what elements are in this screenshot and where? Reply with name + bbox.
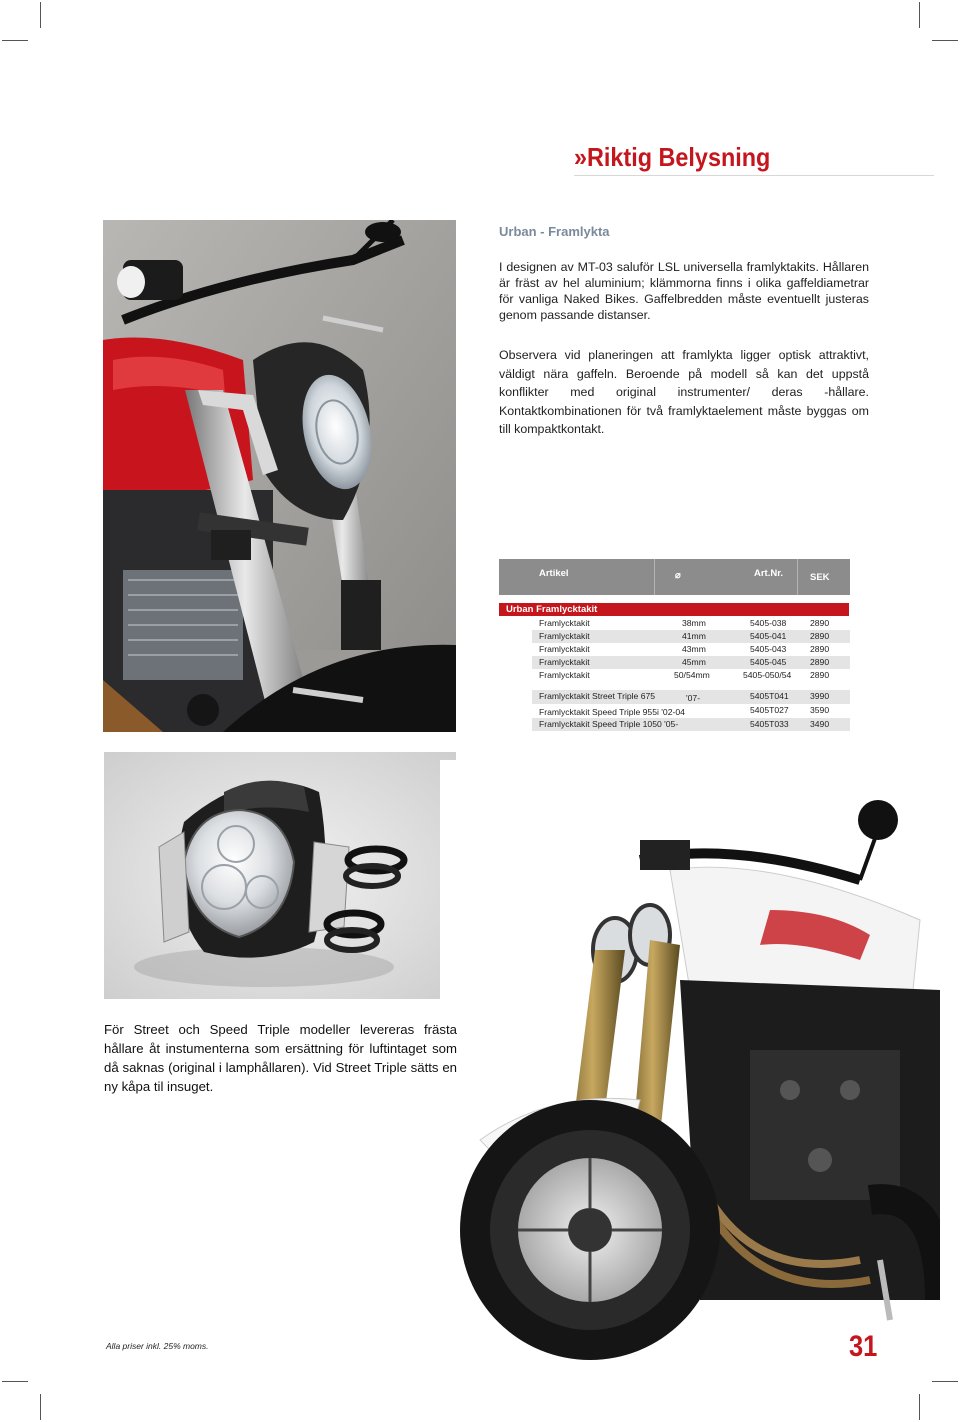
crop-mark <box>2 1381 28 1382</box>
table-section-label: Urban Framlycktakit <box>506 604 598 615</box>
price-footnote: Alla priser inkl. 25% moms. <box>106 1341 209 1351</box>
row-price: 2890 <box>810 631 830 641</box>
row-size: 43mm <box>682 644 706 654</box>
row-size: 41mm <box>682 631 706 641</box>
row-name: Framlycktakit <box>539 644 590 654</box>
row-artnr: 5405-045 <box>750 657 787 667</box>
row-size: '07- <box>686 693 701 703</box>
title-divider <box>574 175 934 176</box>
row-size: 50/54mm <box>674 670 710 680</box>
crop-mark <box>40 2 41 28</box>
section-subtitle: Urban - Framlykta <box>499 224 610 239</box>
row-artnr: 5405T027 <box>750 705 789 715</box>
headlight-kit-photo <box>104 752 456 999</box>
col-header-artikel: Artikel <box>539 568 569 579</box>
crop-mark <box>2 40 28 41</box>
row-price: 3490 <box>810 719 830 729</box>
street-triple-photo <box>440 760 940 1360</box>
table-row <box>532 617 850 630</box>
table-row <box>532 718 850 731</box>
table-section-bar <box>499 603 849 616</box>
page-number: 31 <box>849 1330 878 1363</box>
row-artnr: 5405T041 <box>750 691 789 701</box>
row-price: 2890 <box>810 618 830 628</box>
row-price: 2890 <box>810 644 830 654</box>
header-divider <box>654 559 655 595</box>
row-price: 2890 <box>810 657 830 667</box>
row-artnr: 5405-041 <box>750 631 787 641</box>
bottom-description: För Street och Speed Triple modeller levereras frästa hållare åt instumenterna som ersättning för luftintaget som då saknas (original i lamphållaren). Vid Street Triple sätts en ny kåpa til insuget. <box>104 1022 457 1094</box>
row-price: 3990 <box>810 691 830 701</box>
row-price: 3590 <box>810 705 830 715</box>
row-name: Framlycktakit Street Triple 675 <box>539 691 656 701</box>
row-price: 2890 <box>810 670 830 680</box>
row-size: 45mm <box>682 657 706 667</box>
motorcycle-headlight-photo <box>103 220 456 732</box>
table-header <box>499 559 850 595</box>
crop-mark <box>919 1394 920 1420</box>
row-name: Framlycktakit Speed Triple 1050 '05- <box>539 719 679 729</box>
row-name: Framlycktakit Speed Triple 955i '02-04 <box>539 707 685 717</box>
crop-mark <box>932 1381 958 1382</box>
description-paragraph-1: I designen av MT-03 saluför LSL universella framlyktakits. Hållaren är fräst av hel aluminium; klämmorna finns i olika gaffeldiametrar för vanliga Naked Bikes. Gaffelbredden måste eventuellt justeras genom passande distanser. <box>499 260 869 322</box>
row-name: Framlycktakit <box>539 657 590 667</box>
row-name: Framlycktakit <box>539 670 590 680</box>
crop-mark <box>40 1394 41 1420</box>
col-header-artnr: Art.Nr. <box>754 568 784 579</box>
row-artnr: 5405-038 <box>750 618 787 628</box>
description-paragraph-2: Observera vid planeringen att framlykta ligger optisk attraktivt, väldigt nära gaffeln. Beroende på modell så kan det uppstå konflikter med original instrumenter/ deras -hållare. Kontaktkombinationen för två framlyktaelement måste byggas om till kompaktkontakt. <box>499 348 869 436</box>
table-row <box>532 656 850 669</box>
col-header-diameter: ⌀ <box>675 570 681 581</box>
row-artnr: 5405-043 <box>750 644 787 654</box>
row-name: Framlycktakit <box>539 631 590 641</box>
table-row <box>532 643 850 656</box>
table-row <box>532 630 850 643</box>
crop-mark <box>919 2 920 28</box>
table-row <box>532 669 850 682</box>
page-title: »Riktig Belysning <box>574 142 771 172</box>
header-divider <box>797 559 798 595</box>
row-name: Framlycktakit <box>539 618 590 628</box>
table-row <box>532 690 850 704</box>
table-row <box>532 704 850 717</box>
row-artnr: 5405-050/54 <box>743 670 792 680</box>
row-size: 38mm <box>682 618 706 628</box>
col-header-sek: SEK <box>810 572 830 583</box>
crop-mark <box>932 40 958 41</box>
row-artnr: 5405T033 <box>750 719 789 729</box>
